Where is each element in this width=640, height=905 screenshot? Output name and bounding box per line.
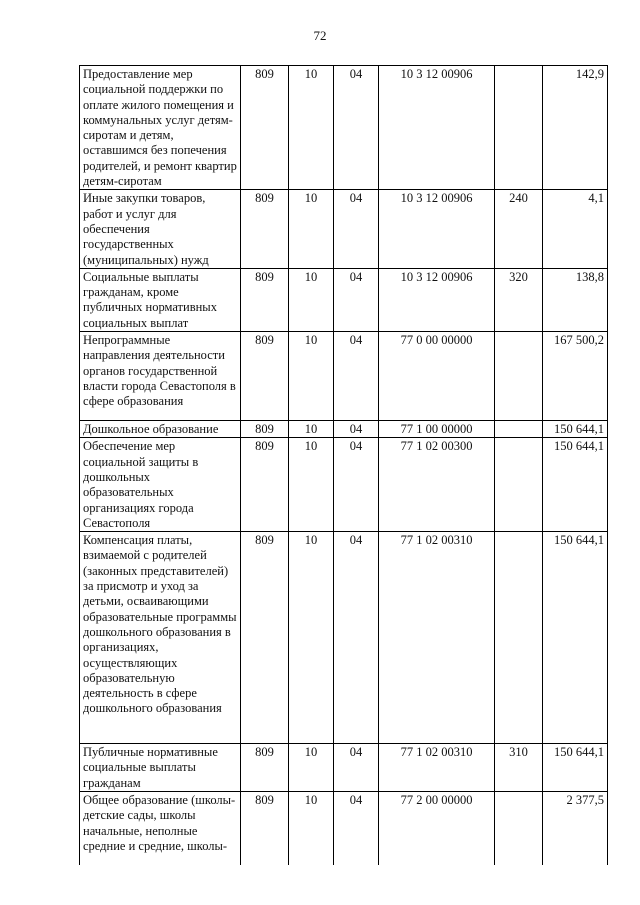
expense-type — [495, 332, 543, 421]
amount: 2 377,5 — [543, 792, 608, 866]
table-row — [80, 421, 608, 438]
expense-type — [495, 792, 543, 866]
table-row — [80, 268, 608, 331]
amount: 167 500,2 — [543, 332, 608, 421]
amount: 142,9 — [543, 66, 608, 190]
row-name: Обеспечение мер социальной защиты в дошкольных образовательных организациях города Севастополя — [80, 438, 241, 532]
row-name: Предоставление мер социальной поддержки по оплате жилого помещения и коммунальных услуг детям-сиротам и детям, оставшимся без попечения родителей, и ремонт квартир детям-сиротам — [80, 66, 241, 190]
ministry-code: 809 — [241, 792, 289, 866]
row-name: Компенсация платы, взимаемой с родителей (законных представителей) за присмотр и уход за детьми, осваивающими образовательные программы дошкольного образования в организациях, осуществляющих образовательную деятельность в сфере дошкольного образования — [80, 532, 241, 744]
row-name: Дошкольное образование — [80, 421, 241, 438]
ministry-code: 809 — [241, 66, 289, 190]
ministry-code: 809 — [241, 421, 289, 438]
table-row — [80, 66, 608, 190]
section-code: 10 — [289, 66, 334, 190]
target-article: 77 1 02 00310 — [379, 744, 495, 792]
amount: 4,1 — [543, 190, 608, 268]
target-article: 10 3 12 00906 — [379, 190, 495, 268]
subsection-code: 04 — [334, 268, 379, 331]
section-code: 10 — [289, 744, 334, 792]
page-number: 72 — [313, 28, 327, 43]
row-name: Публичные нормативные социальные выплаты гражданам — [80, 744, 241, 792]
expense-type — [495, 66, 543, 190]
expense-type — [495, 532, 543, 744]
amount: 138,8 — [543, 268, 608, 331]
amount: 150 644,1 — [543, 421, 608, 438]
table-row — [80, 744, 608, 792]
target-article: 77 1 02 00310 — [379, 532, 495, 744]
target-article: 77 2 00 00000 — [379, 792, 495, 866]
amount: 150 644,1 — [543, 532, 608, 744]
section-code: 10 — [289, 792, 334, 866]
ministry-code: 809 — [241, 190, 289, 268]
section-code: 10 — [289, 532, 334, 744]
target-article: 77 1 02 00300 — [379, 438, 495, 532]
table-row — [80, 532, 608, 744]
subsection-code: 04 — [334, 421, 379, 438]
ministry-code: 809 — [241, 438, 289, 532]
section-code: 10 — [289, 268, 334, 331]
expense-type — [495, 438, 543, 532]
row-name: Общее образование (школы-детские сады, школы начальные, неполные средние и средние, школы- — [80, 792, 241, 866]
row-name: Социальные выплаты гражданам, кроме публичных нормативных социальных выплат — [80, 268, 241, 331]
subsection-code: 04 — [334, 744, 379, 792]
row-name: Иные закупки товаров, работ и услуг для обеспечения государственных (муниципальных) нужд — [80, 190, 241, 268]
section-code: 10 — [289, 421, 334, 438]
budget-table — [79, 65, 608, 865]
section-code: 10 — [289, 438, 334, 532]
subsection-code: 04 — [334, 190, 379, 268]
ministry-code: 809 — [241, 744, 289, 792]
expense-type: 320 — [495, 268, 543, 331]
ministry-code: 809 — [241, 332, 289, 421]
table-row — [80, 332, 608, 421]
expense-type — [495, 421, 543, 438]
subsection-code: 04 — [334, 532, 379, 744]
row-name: Непрограммные направления деятельности органов государственной власти города Севастополя в сфере образования — [80, 332, 241, 421]
target-article: 77 0 00 00000 — [379, 332, 495, 421]
section-code: 10 — [289, 190, 334, 268]
target-article: 10 3 12 00906 — [379, 66, 495, 190]
section-code: 10 — [289, 332, 334, 421]
subsection-code: 04 — [334, 792, 379, 866]
target-article: 10 3 12 00906 — [379, 268, 495, 331]
subsection-code: 04 — [334, 66, 379, 190]
ministry-code: 809 — [241, 532, 289, 744]
subsection-code: 04 — [334, 438, 379, 532]
amount: 150 644,1 — [543, 438, 608, 532]
ministry-code: 809 — [241, 268, 289, 331]
table-row — [80, 438, 608, 532]
target-article: 77 1 00 00000 — [379, 421, 495, 438]
expense-type: 310 — [495, 744, 543, 792]
expense-type: 240 — [495, 190, 543, 268]
amount: 150 644,1 — [543, 744, 608, 792]
table-row — [80, 792, 608, 866]
subsection-code: 04 — [334, 332, 379, 421]
table-row — [80, 190, 608, 268]
